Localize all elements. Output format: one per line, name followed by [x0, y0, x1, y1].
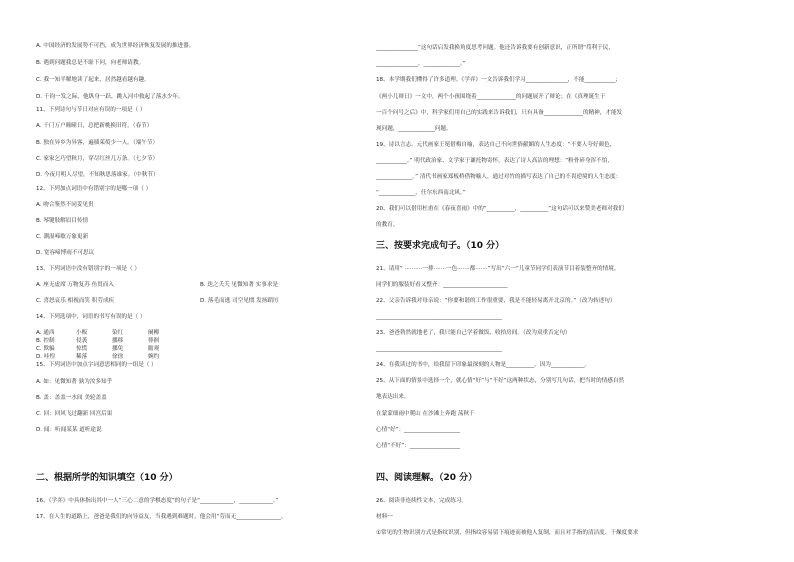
q14-option-row [36, 345, 184, 353]
left-text-line: A. 吻合鉴然不同妥见贵 [36, 202, 94, 208]
right-text-line: 同学们的服装好看又整齐：_______________________ [376, 282, 508, 288]
right-text-line: _______________，_____________。” [376, 61, 466, 67]
left-text-line: 15、下列词语中加点字词意思相同的一组是（ ） [36, 362, 157, 368]
right-text-line: 心情“不好”：__________________ [376, 443, 461, 449]
q13-option: D. 落毛而逃 司空见惯 发扬蹈厉 [200, 298, 279, 304]
q14-option-cell: 婉约 [148, 354, 160, 360]
left-text-line: C. 回：回风飞过翻新 回宫后果 [36, 411, 113, 417]
right-text-line: 现问题，_____________问题。 [376, 126, 452, 132]
q14-option-cell: 徘徊 [148, 338, 160, 344]
left-text-line: 17、在人生的道路上，爸爸是我们的向导益友，当我遇到难题时，他会用“劳而无________________， [36, 514, 287, 520]
right-text-line: _____________________________________________ [376, 346, 502, 352]
left-text-line: C. 家家乞巧望秋月，穿尽红丝几万条。（七夕节） [36, 156, 159, 162]
right-text-line: “_____________，任尔东西南北风。” [376, 190, 466, 196]
right-text-line: 22、父亲告诉我对母亲说：“你要和谐的工作很重要，我是不能轻易离开北京的。”（改为转述句） [376, 298, 616, 304]
left-text-line: D. 今夜月明人尽望，不知秋思落谁家。（中秋节） [36, 172, 159, 178]
right-text-line: 25、从下面的情景中选择一个，就心情“好”与“不好”这两种状态，分别写几句话，把当时的情感自然 [376, 378, 625, 384]
q14-option-cell: 徐徐 [112, 354, 124, 360]
q14-option-cell: 阑柳 [148, 330, 160, 336]
left-text-line: D. 千钧一发之际，他纵身一跃，跳入河中救起了落水少年。 [36, 94, 184, 100]
q14-option-cell: B. 控制 [36, 338, 55, 344]
right-text-line: 在蒙蒙细雨中爬山 在沙滩上奔跑 荡秋千 [376, 411, 475, 417]
left-text-line: A. 千门万户曈曈日，总把新桃换旧符。（春节） [36, 123, 153, 129]
right-text-line: 地表达出来。 [376, 394, 410, 400]
right-text-line: _____________。” 清代书画家郑板桥借物喻人，通过对竹的描写表达了自己的不畏逆境的人生态度： [376, 174, 622, 180]
right-text-line: _____________________________________________ [376, 314, 502, 320]
right-text-line: 24、在我读过的书中，给我留下印象最深刻的人物是__________，因为____________。 [376, 362, 591, 368]
right-text-line: 18、本学期我们懂得了许多道理。《学弈》一文告诉我们学习_______________，不能___________； [376, 77, 621, 83]
right-text-line: 的教育。 [376, 222, 399, 228]
left-text-line: 12、下列加点词语中有错别字的是哪一项（ ） [36, 186, 152, 192]
right-text-line: 21、请用“ ··········一排·······一色·······都·······”写出“六一”儿童节同学们表演节目着装整齐的情境。 [376, 266, 620, 272]
right-text-line: 20、我们可以借用杜甫在《春夜喜雨》中的“__________，__________”这句话可以来赞美老师对我们 [376, 206, 624, 212]
left-text-line: B. 遇到问题我总是不耻下问，向老师请教。 [36, 60, 145, 66]
right-text-line: 材料一 [376, 514, 393, 520]
left-text-line: A. 如：见微知著 孰为汝多知乎 [36, 379, 113, 385]
q14-option-cell: 小贩 [76, 330, 88, 336]
q14-option-row [36, 337, 184, 345]
right-text-line: 心情“好”：____________________ [376, 427, 461, 433]
right-text-line: ___________。” 明代政治家、文学家于谦托物寄怀，表达了诗人高洁的理想：“粉骨碎身浑不怕， [376, 158, 613, 164]
right-text-line: 《两小儿辩日》一文中，两个小孩围绕着______________的问题展开了辩论；在《真理诞生于 [376, 94, 606, 100]
right-text-line: _______________”这句话启发我换角度思考问题。他还告诉我要有创新意识，正所谓“苟利于民， [376, 45, 614, 51]
left-text-line: 16、《学弈》中具体指出其中一人“三心二意的学棋态度”的句子是“____________，____________。” [36, 498, 279, 504]
q14-title: 14、下列选项中，词语的书写有误的是（ ） [36, 314, 146, 320]
q14-option-cell: 惊慌 [76, 346, 88, 352]
q14-option-cell: 染红 [112, 330, 124, 336]
left-text-line: 11、下列诗句与节日对应有误的一项是（ ） [36, 107, 146, 113]
right-text-line: 19、诗以言志。元代画家王冕借梅自喻，表达自己不向世俗献媚的人生态度：“不要人夸好颜色， [376, 142, 616, 148]
q14-option-cell: 挪免 [112, 346, 124, 352]
q14-option-cell: 稀落 [76, 354, 88, 360]
q13-option: C. 喜怒哀乐 相视而笑 积劳成疾 [36, 298, 115, 304]
section-heading: 三、按要求完成句子。（10 分） [376, 241, 505, 251]
q14-option-cell: 瞻观 [148, 346, 160, 352]
left-text-line: C. 我一知半解地读了起来，居然越看越有趣。 [36, 77, 150, 83]
q13-option: B. 迭之夭夭 见微知著 实事求是 [200, 282, 279, 288]
left-text-line: B. 琴键肢解眉目传情 [36, 218, 89, 224]
section-heading: 四、阅读理解。（20 分） [376, 473, 478, 483]
left-text-line: D. 宽容啼博雨不可思议 [36, 250, 95, 256]
left-text-line: B. 独在异乡为异客，遍插茱萸少一人。（端午节） [36, 140, 159, 146]
right-text-line: 一百个问号之后》中，科学家们用自己的实践来告诉我们，只有具备______________的精神，才能发 [376, 110, 623, 116]
right-text-line: 26、阅读非连续性文本，完成练习。 [376, 498, 468, 504]
q13-option: A. 座无虚席 万物复苏 鱼贯而入 [36, 282, 114, 288]
right-text-line: 23、爸爸勃然就地老了，我只能自己学着做饭、收拾房间。（改为双重否定句） [376, 330, 571, 336]
right-text-line: ①常见的生物识别方式是指纹识别，但指纹容易留下痕迹而被他人复制，而且对手指的清洁度、干燥度要求 [376, 530, 639, 536]
q14-option-cell: C. 欺骗 [36, 346, 55, 352]
q14-option-row [36, 329, 184, 337]
q14-option-cell: 挪移 [112, 338, 124, 344]
q14-option-cell: 侵袭 [76, 338, 88, 344]
section-heading: 二、根据所学的知识填空（10 分） [36, 473, 178, 483]
left-text-line: C. 潮湿啼歇万象更新 [36, 234, 89, 240]
left-text-line: 13、下列词语中没有错别字的一项是（ ） [36, 266, 140, 272]
left-text-line: A. 中国经济的发展势不可挡，成为世界经济恢复发展的推进器。 [36, 43, 195, 49]
q14-option-cell: A. 通西 [36, 330, 55, 336]
q14-option-cell: D. 哇惶 [36, 354, 56, 360]
q14-option-row [36, 353, 184, 361]
left-text-line: D. 闻：听闻某某 道听途说 [36, 427, 102, 433]
left-text-line: B. 盖：盖盖一水间 美轮盖盖 [36, 395, 107, 401]
